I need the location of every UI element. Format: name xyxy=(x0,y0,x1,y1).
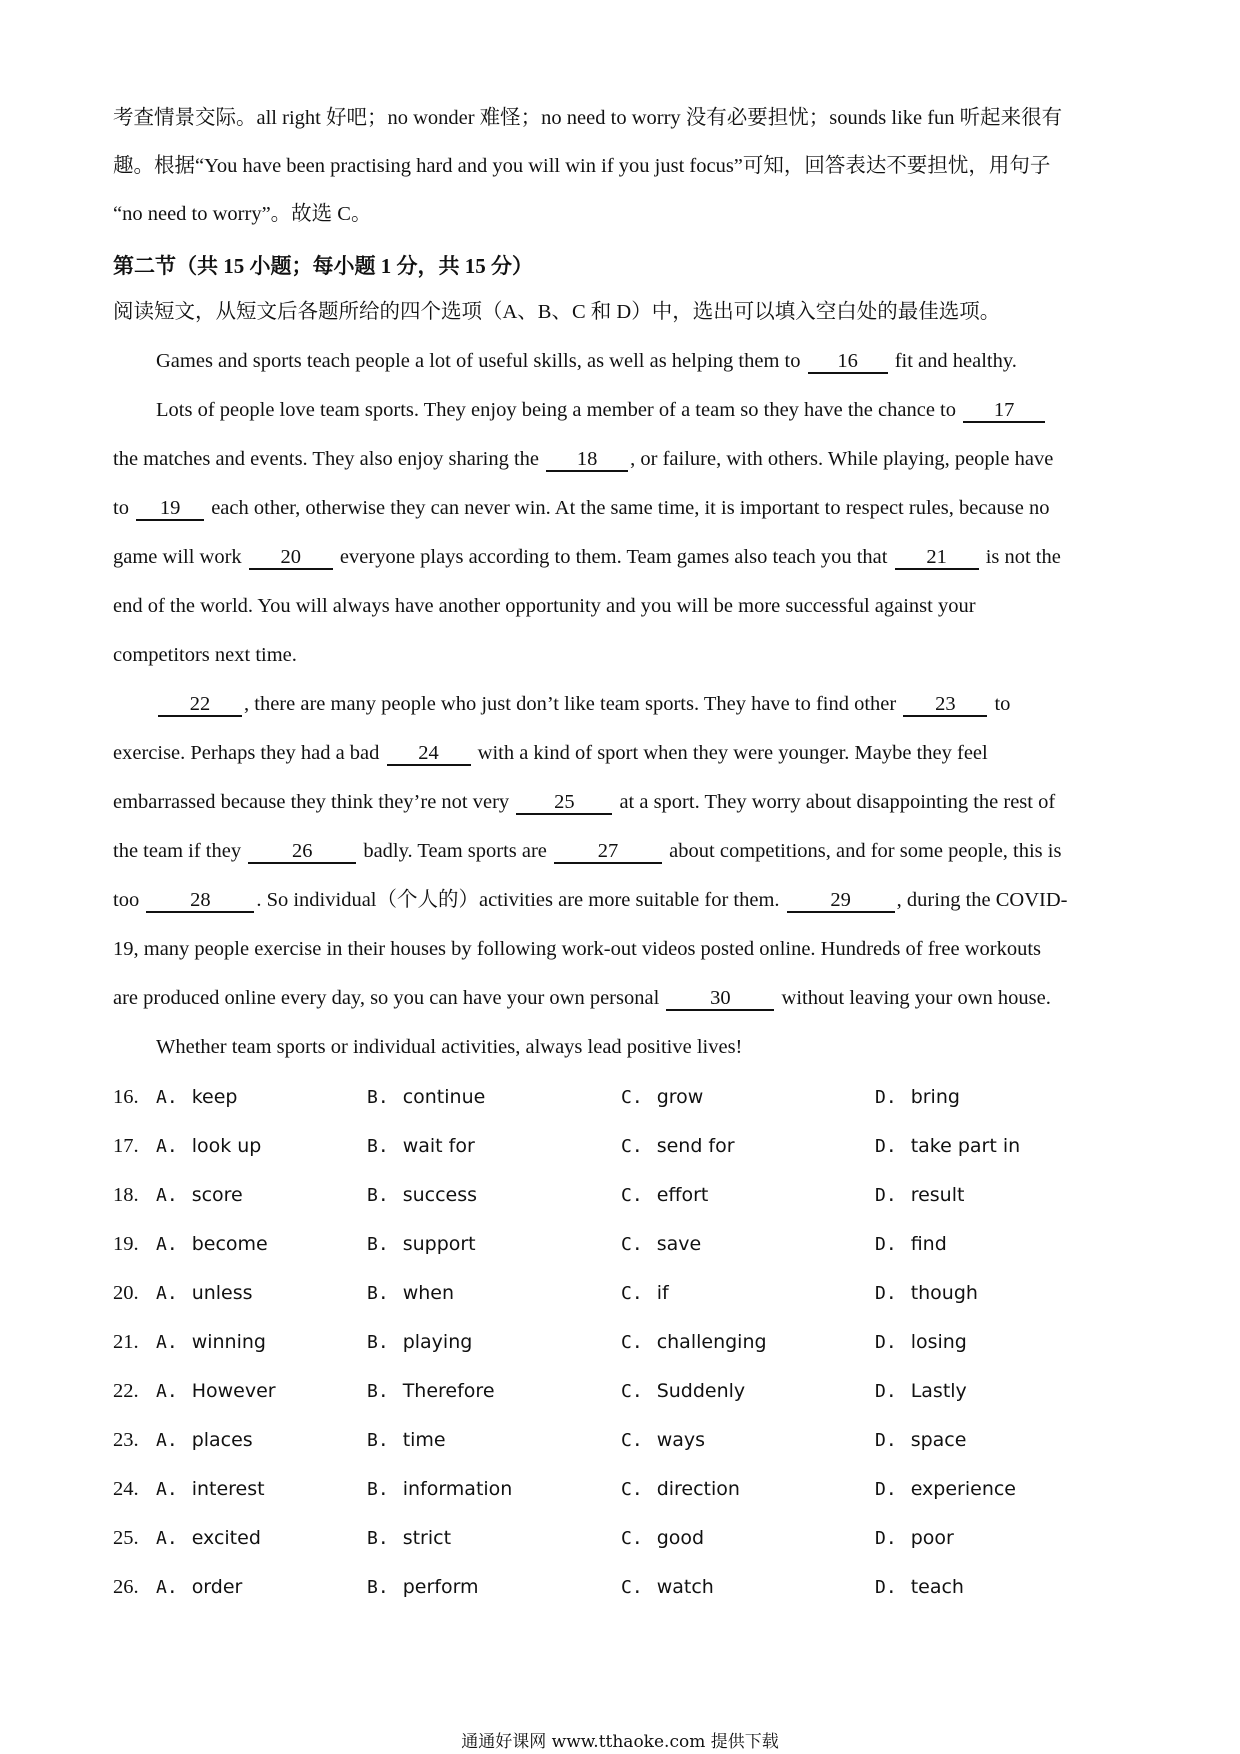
option xyxy=(156,1131,261,1162)
option-text: direction xyxy=(656,1478,740,1500)
option-text: Therefore xyxy=(402,1380,495,1402)
passage-text: the team if they xyxy=(113,840,242,862)
option xyxy=(367,1131,475,1162)
option xyxy=(621,1523,704,1554)
option xyxy=(156,1376,276,1407)
option-letter: B. xyxy=(367,1430,389,1451)
option xyxy=(621,1474,740,1505)
option-letter: A. xyxy=(156,1332,178,1353)
passage-line: 19, many people exercise in their houses by following work-out videos posted online. Hundreds of free workouts xyxy=(113,938,1041,960)
blank-19: 19 xyxy=(136,497,204,521)
option-letter: A. xyxy=(156,1283,178,1304)
passage-line: end of the world. You will always have another opportunity and you will be more successful against your xyxy=(113,595,976,617)
option-text: Lastly xyxy=(910,1380,967,1402)
passage-text: to xyxy=(994,693,1011,715)
option-letter: C. xyxy=(621,1479,643,1500)
option xyxy=(367,1523,451,1554)
option-text: information xyxy=(402,1478,513,1500)
option xyxy=(875,1523,954,1554)
section-instruction: 阅读短文，从短文后各题所给的四个选项（A、B、C 和 D）中，选出可以填入空白处的最佳选项。 xyxy=(113,301,1001,323)
option-text: effort xyxy=(656,1184,709,1206)
question-number: 17. xyxy=(113,1135,139,1157)
option-text: score xyxy=(191,1184,243,1206)
option xyxy=(156,1474,265,1505)
option-text: look up xyxy=(191,1135,262,1157)
passage-text: , or failure, with others. While playing, people have xyxy=(630,448,1054,470)
option-letter: D. xyxy=(875,1430,897,1451)
question-row xyxy=(113,1474,1113,1504)
passage-text: with a kind of sport when they were younger. Maybe they feel xyxy=(477,742,988,764)
option-text: time xyxy=(402,1429,446,1451)
explanation-line-1: 考查情景交际。all right 好吧；no wonder 难怪；no need to worry 没有必要担忧；sounds like fun 听起来很有 xyxy=(113,107,1063,129)
blank-20: 20 xyxy=(249,546,333,570)
option xyxy=(621,1327,767,1358)
option-letter: D. xyxy=(875,1283,897,1304)
footer-watermark: 通通好课网 www.tthaoke.com 提供下载 xyxy=(461,1732,779,1752)
option-letter: D. xyxy=(875,1332,897,1353)
blank-28: 28 xyxy=(146,889,254,913)
passage-line xyxy=(113,886,1133,914)
option xyxy=(875,1572,964,1603)
question-row xyxy=(113,1523,1113,1553)
passage-text: is not the xyxy=(985,546,1061,568)
option-letter: C. xyxy=(621,1528,643,1549)
passage-text: , there are many people who just don’t like team sports. They have to find other xyxy=(244,693,897,715)
option-text: support xyxy=(402,1233,476,1255)
option-letter: C. xyxy=(621,1332,643,1353)
option-text: continue xyxy=(402,1086,486,1108)
option-text: if xyxy=(656,1282,669,1304)
blank-29: 29 xyxy=(787,889,895,913)
option xyxy=(156,1229,268,1260)
option xyxy=(156,1082,237,1113)
passage-line xyxy=(113,739,1133,767)
passage-line: competitors next time. xyxy=(113,644,297,666)
option-letter: D. xyxy=(875,1087,897,1108)
option-letter: B. xyxy=(367,1185,389,1206)
option xyxy=(156,1327,266,1358)
passage-text: Lots of people love team sports. They enjoy being a member of a team so they have the chance to xyxy=(156,399,957,421)
option-letter: A. xyxy=(156,1234,178,1255)
option-letter: D. xyxy=(875,1479,897,1500)
question-row xyxy=(113,1082,1113,1112)
blank-23: 23 xyxy=(903,693,987,717)
option xyxy=(367,1327,472,1358)
passage-text: fit and healthy. xyxy=(894,350,1017,372)
option-letter: B. xyxy=(367,1381,389,1402)
option-text: experience xyxy=(910,1478,1016,1500)
option-text: Suddenly xyxy=(656,1380,746,1402)
passage-text: . So individual（个人的）activities are more suitable for them. xyxy=(256,889,780,911)
option-text: playing xyxy=(402,1331,473,1353)
option-letter: B. xyxy=(367,1234,389,1255)
passage-text: exercise. Perhaps they had a bad xyxy=(113,742,380,764)
option-letter: B. xyxy=(367,1136,389,1157)
option xyxy=(367,1229,476,1260)
option xyxy=(875,1425,966,1456)
question-row xyxy=(113,1131,1113,1161)
option-letter: D. xyxy=(875,1136,897,1157)
question-number: 18. xyxy=(113,1184,139,1206)
option-letter: D. xyxy=(875,1577,897,1598)
passage-text: everyone plays according to them. Team games also teach you that xyxy=(339,546,888,568)
option xyxy=(875,1082,960,1113)
option-letter: C. xyxy=(621,1136,643,1157)
option xyxy=(621,1082,703,1113)
passage-line xyxy=(113,494,1133,522)
passage-text: the matches and events. They also enjoy sharing the xyxy=(113,448,540,470)
option-text: bring xyxy=(910,1086,960,1108)
option xyxy=(367,1474,512,1505)
option-text: losing xyxy=(910,1331,967,1353)
explanation-line-3: “no need to worry”。故选 C。 xyxy=(113,203,372,225)
question-row xyxy=(113,1572,1113,1602)
passage-line xyxy=(113,543,1133,571)
option-text: watch xyxy=(656,1576,714,1598)
option-letter: C. xyxy=(621,1234,643,1255)
option xyxy=(156,1180,243,1211)
passage-line xyxy=(113,837,1133,865)
option xyxy=(367,1572,479,1603)
option xyxy=(367,1082,485,1113)
option xyxy=(367,1425,446,1456)
option-letter: D. xyxy=(875,1528,897,1549)
option-text: challenging xyxy=(656,1331,767,1353)
option-text: wait for xyxy=(402,1135,475,1157)
passage-line xyxy=(156,396,1176,424)
option xyxy=(621,1376,745,1407)
passage-text: too xyxy=(113,889,140,911)
option-letter: B. xyxy=(367,1479,389,1500)
option xyxy=(875,1229,947,1260)
option-text: perform xyxy=(402,1576,479,1598)
option-letter: B. xyxy=(367,1577,389,1598)
option-text: when xyxy=(402,1282,455,1304)
option-letter: C. xyxy=(621,1577,643,1598)
option-letter: C. xyxy=(621,1185,643,1206)
option xyxy=(875,1131,1020,1162)
passage-text: to xyxy=(113,497,129,519)
passage-text: Games and sports teach people a lot of useful skills, as well as helping them to xyxy=(156,350,801,372)
option xyxy=(621,1278,669,1309)
option xyxy=(621,1229,701,1260)
question-number: 16. xyxy=(113,1086,139,1108)
option xyxy=(875,1327,967,1358)
option-letter: A. xyxy=(156,1185,178,1206)
question-number: 19. xyxy=(113,1233,139,1255)
option-text: space xyxy=(910,1429,967,1451)
blank-22: 22 xyxy=(158,693,242,717)
passage-line xyxy=(156,347,1176,375)
option xyxy=(621,1572,714,1603)
option-text: good xyxy=(656,1527,705,1549)
passage-line xyxy=(113,445,1133,473)
option-text: take part in xyxy=(910,1135,1021,1157)
option-text: save xyxy=(656,1233,702,1255)
option xyxy=(367,1180,477,1211)
passage-text: badly. Team sports are xyxy=(363,840,547,862)
option-text: interest xyxy=(191,1478,265,1500)
section-title: 第二节（共 15 小题；每小题 1 分，共 15 分） xyxy=(113,254,533,278)
option xyxy=(621,1131,735,1162)
option-letter: A. xyxy=(156,1479,178,1500)
question-row xyxy=(113,1327,1113,1357)
option xyxy=(875,1278,978,1309)
option-letter: C. xyxy=(621,1430,643,1451)
option xyxy=(621,1425,705,1456)
blank-30: 30 xyxy=(666,987,774,1011)
option xyxy=(156,1523,261,1554)
option-letter: B. xyxy=(367,1528,389,1549)
option xyxy=(621,1180,708,1211)
question-row xyxy=(113,1376,1113,1406)
option xyxy=(875,1180,964,1211)
question-row xyxy=(113,1425,1113,1455)
option-letter: A. xyxy=(156,1381,178,1402)
option-text: send for xyxy=(656,1135,735,1157)
passage-line xyxy=(156,690,1176,718)
passage-text: at a sport. They worry about disappointing the rest of xyxy=(619,791,1056,813)
option-text: teach xyxy=(910,1576,964,1598)
blank-26: 26 xyxy=(248,840,356,864)
option-text: order xyxy=(191,1576,243,1598)
option-letter: B. xyxy=(367,1332,389,1353)
question-row xyxy=(113,1278,1113,1308)
blank-17: 17 xyxy=(963,399,1045,423)
question-number: 20. xyxy=(113,1282,139,1304)
passage-text: are produced online every day, so you can have your own personal xyxy=(113,987,660,1009)
option-letter: B. xyxy=(367,1283,389,1304)
option xyxy=(367,1278,454,1309)
passage-line xyxy=(113,788,1133,816)
option xyxy=(367,1376,495,1407)
blank-25: 25 xyxy=(516,791,612,815)
option-letter: D. xyxy=(875,1234,897,1255)
option-text: become xyxy=(191,1233,268,1255)
passage-text: embarrassed because they think they’re not very xyxy=(113,791,510,813)
option-text: poor xyxy=(910,1527,954,1549)
option-letter: C. xyxy=(621,1283,643,1304)
option-text: though xyxy=(910,1282,978,1304)
option-text: success xyxy=(402,1184,478,1206)
option-letter: A. xyxy=(156,1136,178,1157)
blank-27: 27 xyxy=(554,840,662,864)
passage-line xyxy=(113,984,1133,1012)
question-number: 26. xyxy=(113,1576,139,1598)
passage-text: game will work xyxy=(113,546,242,568)
passage-text: without leaving your own house. xyxy=(781,987,1051,1009)
option-text: excited xyxy=(191,1527,261,1549)
option-text: grow xyxy=(656,1086,704,1108)
option-letter: A. xyxy=(156,1577,178,1598)
question-number: 24. xyxy=(113,1478,139,1500)
blank-21: 21 xyxy=(895,546,979,570)
option-letter: D. xyxy=(875,1185,897,1206)
option xyxy=(875,1474,1016,1505)
passage-line: Whether team sports or individual activities, always lead positive lives! xyxy=(156,1036,743,1058)
option-text: places xyxy=(191,1429,253,1451)
option-text: winning xyxy=(191,1331,266,1353)
option xyxy=(875,1376,967,1407)
question-number: 25. xyxy=(113,1527,139,1549)
passage-text: each other, otherwise they can never win. At the same time, it is important to respect rules, because no xyxy=(211,497,1050,519)
option-text: However xyxy=(191,1380,276,1402)
blank-16: 16 xyxy=(808,350,888,374)
option-letter: A. xyxy=(156,1430,178,1451)
question-number: 21. xyxy=(113,1331,139,1353)
option xyxy=(156,1425,253,1456)
option-text: find xyxy=(910,1233,947,1255)
option-letter: A. xyxy=(156,1528,178,1549)
option-letter: B. xyxy=(367,1087,389,1108)
option-text: keep xyxy=(191,1086,238,1108)
option-text: result xyxy=(910,1184,965,1206)
option-text: ways xyxy=(656,1429,706,1451)
blank-18: 18 xyxy=(546,448,628,472)
option-letter: C. xyxy=(621,1381,643,1402)
passage-text: , during the COVID- xyxy=(896,889,1068,911)
option-letter: A. xyxy=(156,1087,178,1108)
question-number: 22. xyxy=(113,1380,139,1402)
option xyxy=(156,1572,242,1603)
option-text: strict xyxy=(402,1527,452,1549)
blank-24: 24 xyxy=(387,742,471,766)
question-row xyxy=(113,1180,1113,1210)
question-number: 23. xyxy=(113,1429,139,1451)
passage-text: about competitions, and for some people, this is xyxy=(669,840,1062,862)
option-letter: C. xyxy=(621,1087,643,1108)
explanation-line-2: 趣。根据“You have been practising hard and you will win if you just focus”可知，回答表达不要担忧，用句子 xyxy=(113,155,1051,177)
option-letter: D. xyxy=(875,1381,897,1402)
question-row xyxy=(113,1229,1113,1259)
option xyxy=(156,1278,253,1309)
option-text: unless xyxy=(191,1282,253,1304)
